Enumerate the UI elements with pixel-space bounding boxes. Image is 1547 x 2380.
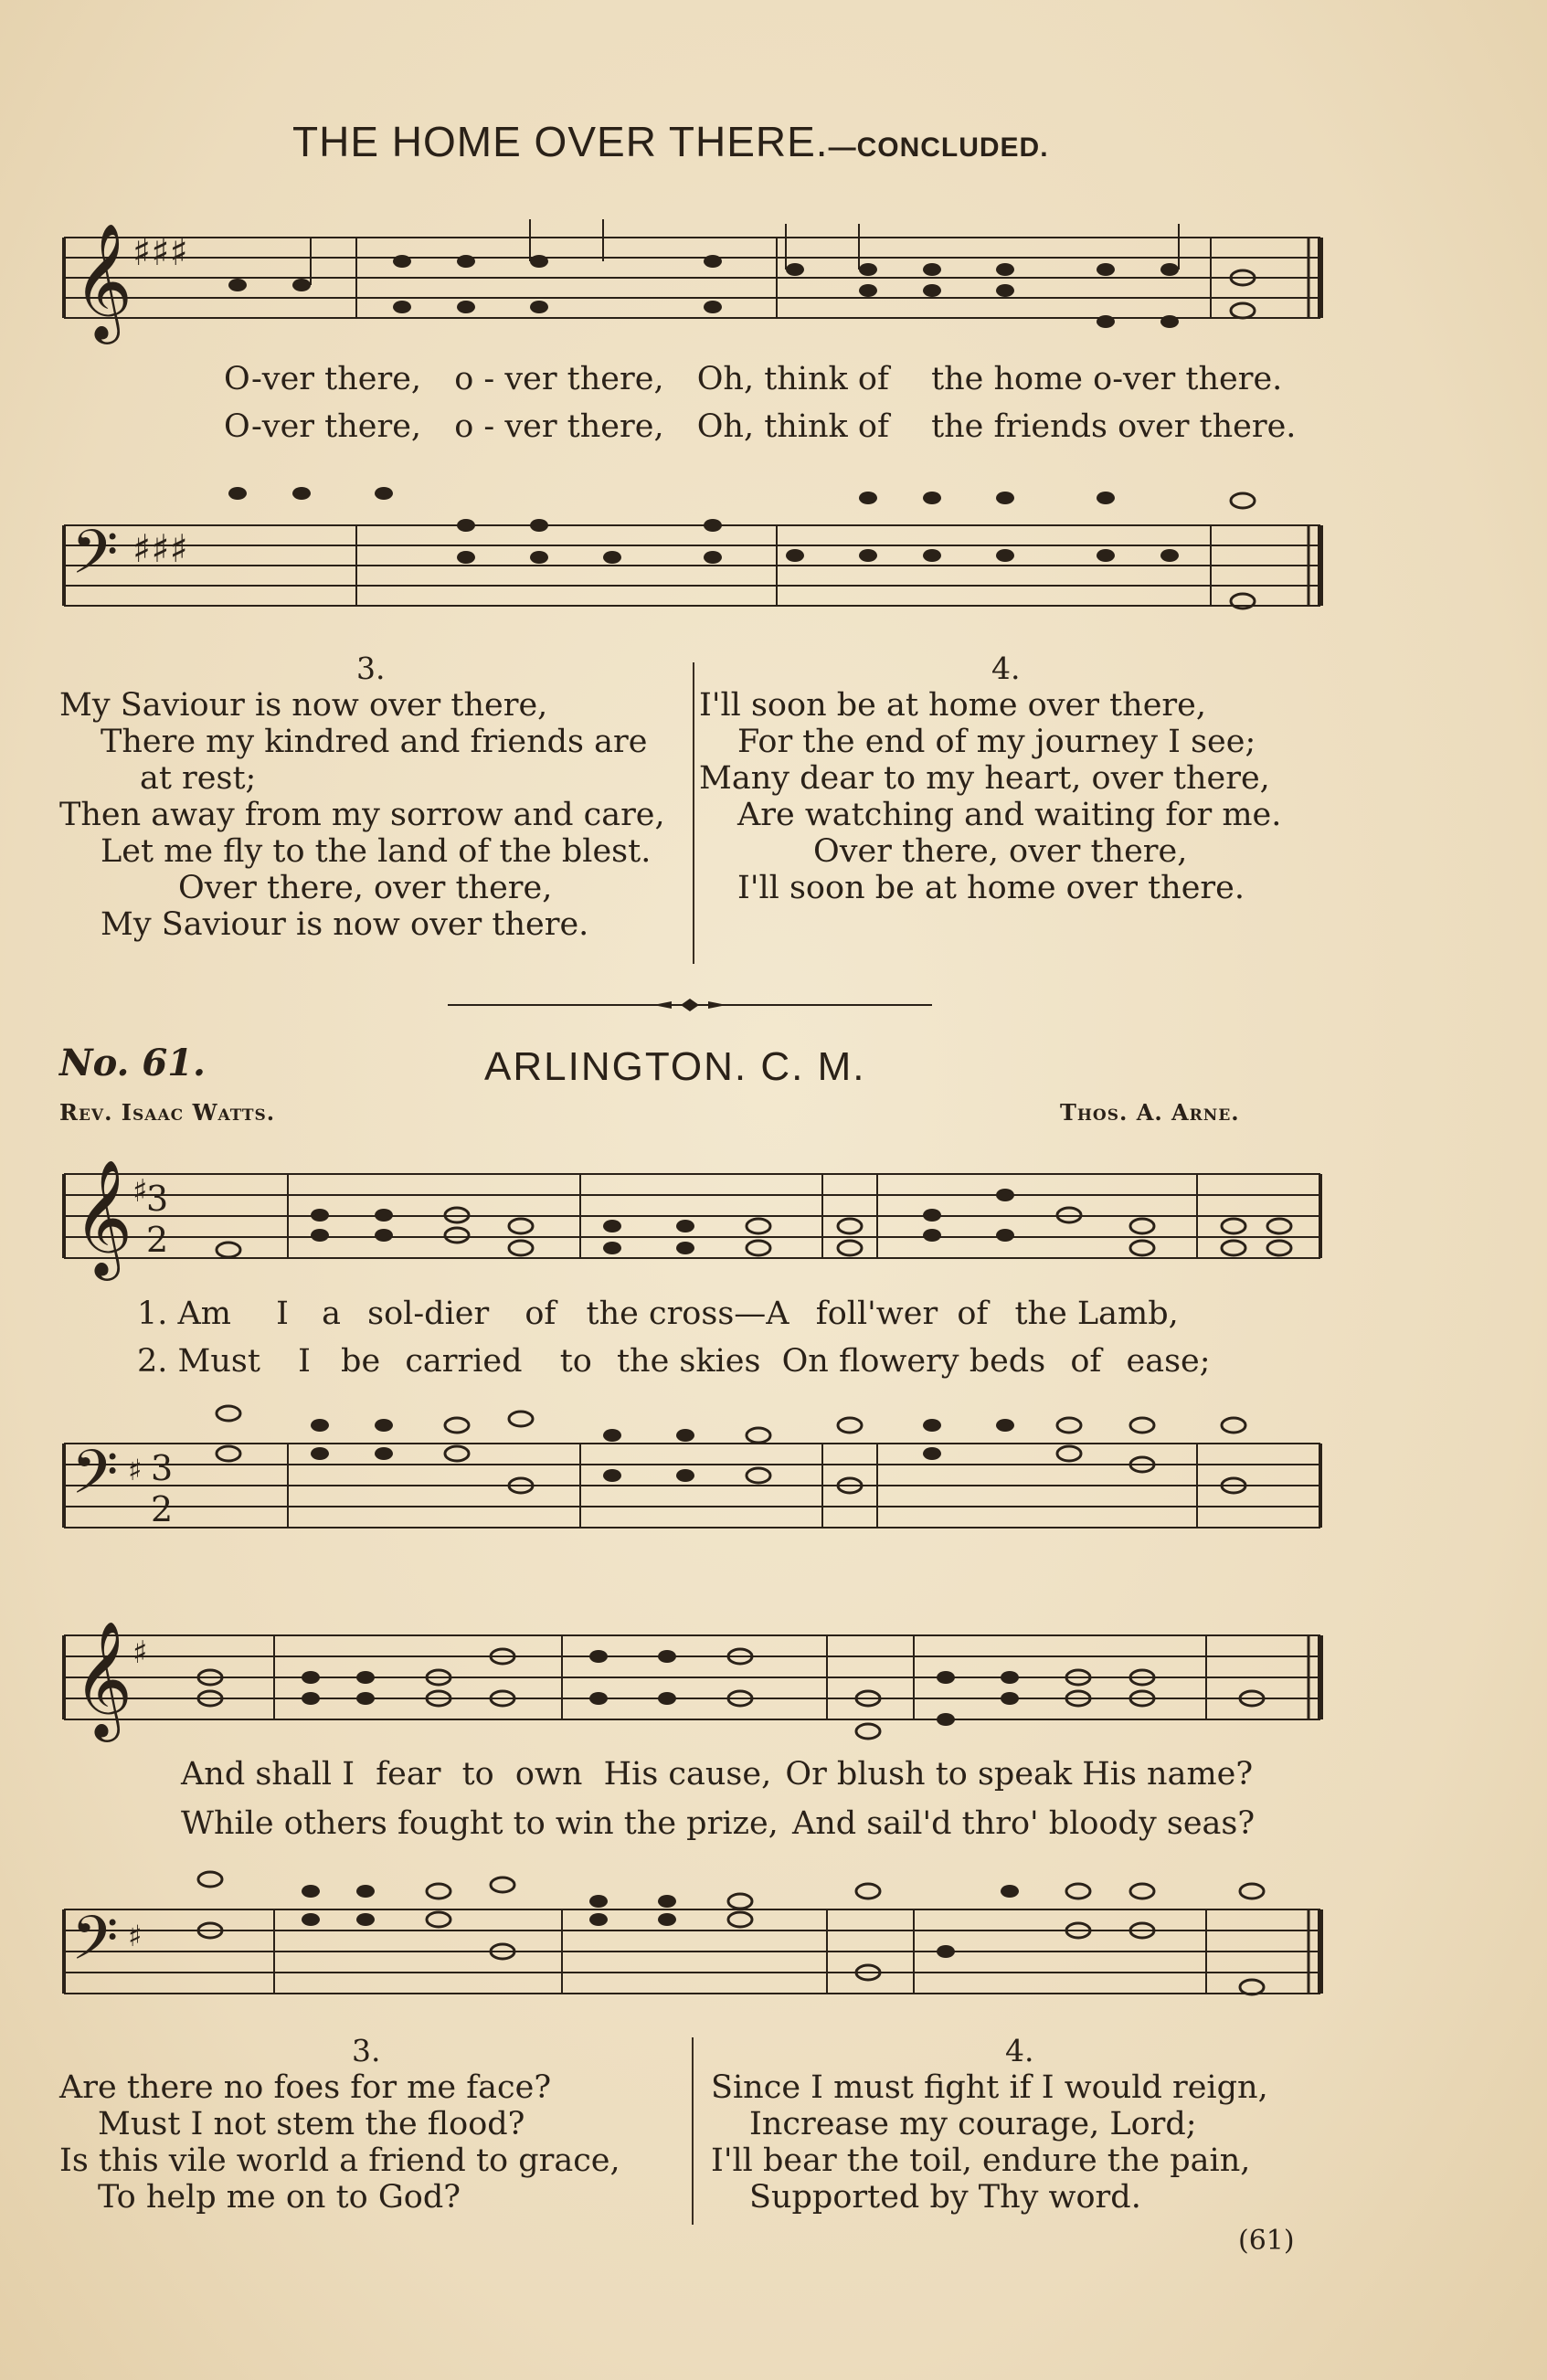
bass-staff-graphic	[55, 1896, 1334, 2024]
lyric-word: While others fought to win the prize,	[181, 1805, 779, 1842]
bass-staff-song2-system2	[55, 1896, 1334, 2024]
lyric-word: ease;	[1126, 1343, 1211, 1380]
lyric-word: fear	[376, 1756, 441, 1793]
svg-text:𝄢: 𝄢	[71, 1903, 119, 1988]
svg-text:♯: ♯	[128, 1453, 143, 1487]
svg-text:♯: ♯	[132, 1634, 148, 1671]
treble-staff-graphic	[55, 219, 1334, 338]
lyric-word: sol-dier	[367, 1296, 490, 1332]
time-sig-bottom: 2	[151, 1489, 174, 1529]
verse-number: 3.	[352, 2033, 381, 2068]
svg-text:♯♯♯: ♯♯♯	[132, 526, 188, 571]
time-sig-top: 3	[146, 1179, 169, 1219]
verse-3-song2	[59, 2069, 690, 2216]
lyric-word: I	[276, 1296, 289, 1332]
verse-divider	[692, 2037, 694, 2225]
lyric-word: a	[322, 1296, 341, 1332]
lyric-word: carried	[405, 1343, 523, 1380]
lyric-word: 1. Am	[137, 1296, 231, 1332]
verse-line: My Saviour is now over there.	[101, 906, 589, 943]
lyric-line-3	[181, 1756, 1253, 1793]
lyric-word: Oh, think of	[696, 408, 889, 445]
hymn-number: No. 61.	[59, 1042, 206, 1084]
verse-line: Must I not stem the flood?	[98, 2106, 525, 2142]
verse-line: Supported by Thy word.	[749, 2179, 1141, 2216]
verse-line: Since I must fight if I would reign,	[711, 2069, 1268, 2106]
verse-number: 4.	[991, 651, 1021, 686]
lyric-word: of	[957, 1296, 989, 1332]
treble-staff-graphic	[55, 1160, 1334, 1288]
treble-staff-song1	[55, 219, 1334, 338]
hymn-author: Rev. Isaac Watts.	[59, 1099, 276, 1126]
bass-staff-song2-system1	[55, 1430, 1334, 1558]
verse-line: Are there no foes for me face?	[59, 2069, 552, 2106]
verse-line: There my kindred and friends are	[101, 724, 648, 760]
time-sig-top: 3	[151, 1448, 174, 1488]
lyric-word: I	[298, 1343, 311, 1380]
lyric-word: own	[514, 1756, 583, 1793]
verse-line: For the end of my journey I see;	[737, 724, 1256, 760]
verse-line: I'll soon be at home over there,	[699, 687, 1206, 724]
treble-staff-song2-system2	[55, 1622, 1334, 1750]
svg-text:♯: ♯	[128, 1919, 143, 1953]
lyric-word: His cause,	[603, 1756, 772, 1793]
lyric-word: 2. Must	[137, 1343, 260, 1380]
lyric-word: the home o-ver there.	[931, 361, 1283, 397]
lyric-word: the Lamb,	[1014, 1296, 1179, 1332]
svg-text:𝄞: 𝄞	[73, 222, 133, 339]
lyric-word: the friends over there.	[931, 408, 1297, 445]
svg-text:𝄞: 𝄞	[73, 1620, 133, 1737]
lyric-word: And sail'd thro' bloody seas?	[791, 1805, 1256, 1842]
lyric-word: be	[341, 1343, 381, 1380]
lyric-word: of	[1070, 1343, 1102, 1380]
page-number: (61)	[1238, 2225, 1295, 2257]
time-sig-bottom: 2	[146, 1220, 169, 1260]
verse-number: 4.	[1005, 2033, 1034, 2068]
verse-line: Over there, over there,	[813, 833, 1188, 870]
svg-text:𝄢: 𝄢	[71, 517, 119, 602]
lyric-word: Oh, think of	[696, 361, 889, 397]
hymn-title: ARLINGTON. C. M.	[484, 1044, 866, 1089]
verse-line: Let me fly to the land of the blest.	[101, 833, 652, 870]
verse-3-song1	[59, 687, 690, 943]
bass-staff-song1	[55, 512, 1334, 630]
ornamental-divider	[448, 996, 932, 1014]
lyric-line-1	[137, 1296, 1179, 1332]
lyric-line-2	[224, 408, 1296, 445]
verse-line: Increase my courage, Lord;	[749, 2106, 1197, 2142]
lyric-word: Or blush to speak His name?	[785, 1756, 1254, 1793]
lyric-word: O-ver there,	[224, 408, 422, 445]
verse-line: Over there, over there,	[178, 870, 553, 906]
lyric-word: And shall I	[181, 1756, 355, 1793]
song-title: THE HOME OVER THERE.	[292, 118, 829, 165]
lyric-word: foll'wer	[815, 1296, 938, 1332]
verse-line: Many dear to my heart, over there,	[699, 760, 1270, 797]
treble-staff-graphic	[55, 1622, 1334, 1750]
verse-line: Is this vile world a friend to grace,	[59, 2142, 620, 2179]
lyric-line-1	[224, 361, 1282, 397]
verse-line: To help me on to God?	[98, 2179, 461, 2216]
lyric-line-2	[137, 1343, 1211, 1380]
svg-text:𝄞: 𝄞	[73, 1158, 133, 1275]
lyric-word: to	[461, 1756, 494, 1793]
verse-4-song2	[711, 2069, 1341, 2216]
title-suffix: —CONCLUDED.	[828, 132, 1049, 163]
verse-line: Are watching and waiting for me.	[737, 797, 1282, 833]
verse-line: I'll bear the toil, endure the pain,	[711, 2142, 1251, 2179]
lyric-word: of	[524, 1296, 556, 1332]
verse-line: My Saviour is now over there,	[59, 687, 548, 724]
verse-divider	[693, 662, 694, 964]
lyric-word: o - ver there,	[454, 361, 664, 397]
lyric-word: O-ver there,	[224, 361, 422, 397]
lyric-word: to	[559, 1343, 592, 1380]
ornament-graphic	[448, 996, 932, 1014]
lyric-word: On flowery beds	[781, 1343, 1046, 1380]
page-title	[292, 117, 1049, 166]
verse-number: 3.	[356, 651, 386, 686]
svg-text:♯: ♯	[132, 1173, 148, 1210]
treble-staff-song2-system1	[55, 1160, 1334, 1288]
verse-line: I'll soon be at home over there.	[737, 870, 1245, 906]
lyric-word: the cross—A	[586, 1296, 789, 1332]
bass-staff-graphic	[55, 512, 1334, 630]
verse-4-song1	[699, 687, 1339, 906]
bass-staff-graphic	[55, 1430, 1334, 1558]
lyric-word: the skies	[616, 1343, 761, 1380]
hymn-composer: Thos. A. Arne.	[1060, 1099, 1240, 1126]
svg-text:♯♯♯: ♯♯♯	[132, 229, 188, 274]
verse-line: Then away from my sorrow and care,	[59, 797, 665, 833]
svg-text:𝄢: 𝄢	[71, 1437, 119, 1522]
lyric-line-4	[181, 1805, 1255, 1842]
verse-line: at rest;	[140, 760, 257, 797]
lyric-word: o - ver there,	[454, 408, 664, 445]
